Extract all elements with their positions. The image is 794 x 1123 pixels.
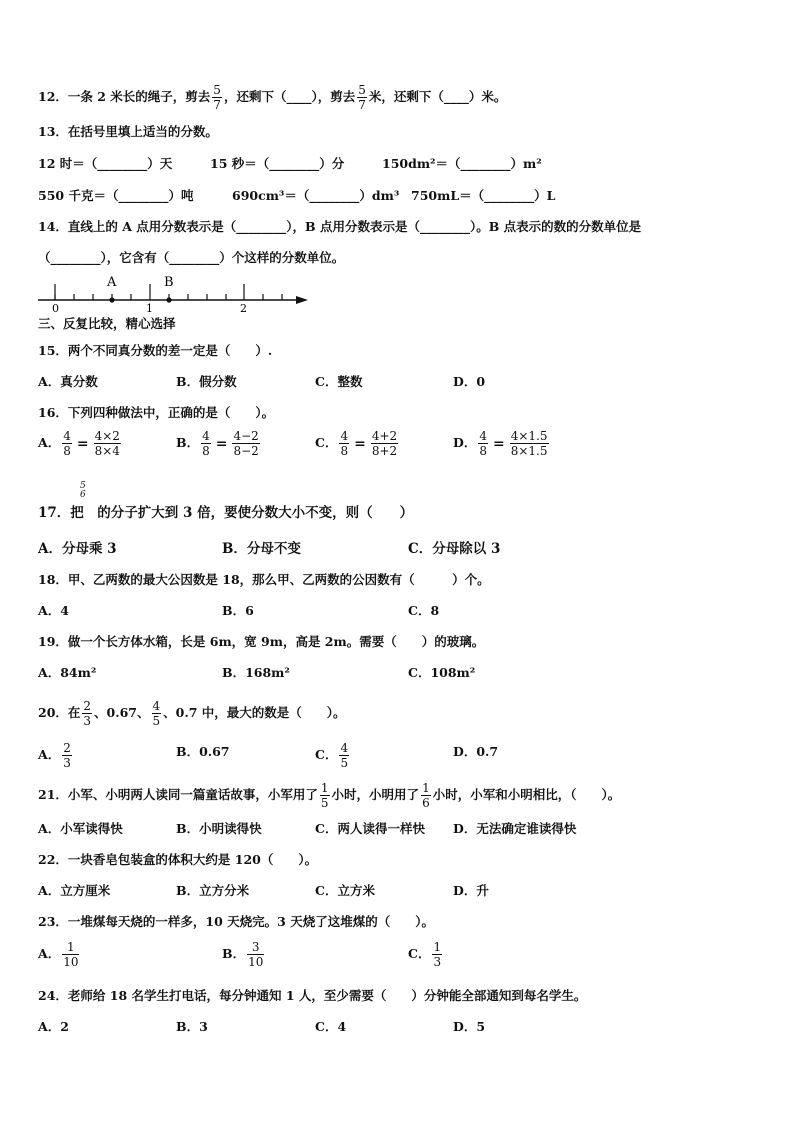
- q15-option-c[interactable]: C．整数: [315, 374, 363, 389]
- q15-option-a[interactable]: A．真分数: [38, 374, 98, 389]
- label-a: A: [107, 275, 117, 290]
- q20-option-a[interactable]: A． $\frac{2}{3}$: [38, 741, 71, 770]
- q17-option-a[interactable]: A．分母乘 3: [38, 541, 117, 557]
- q22-option-c[interactable]: C．立方米: [315, 883, 375, 898]
- q13-item-6: 750mL＝（________）L: [411, 188, 556, 203]
- fraction: $\frac{2}{3}$: [83, 699, 92, 728]
- tick-label-1: 1: [146, 302, 153, 315]
- q18-option-a[interactable]: A．4: [38, 603, 69, 618]
- label-b: B: [164, 275, 174, 290]
- tick-label-2: 2: [240, 302, 247, 315]
- fraction: $\frac{1}{5}$: [320, 781, 329, 810]
- question-17: 17．把 的分子扩大到 3 倍，要使分数大小不变，则（ ）: [38, 505, 414, 521]
- q15-option-d[interactable]: D．0: [453, 374, 486, 389]
- question-13-title: 13．在括号里填上适当的分数。: [38, 124, 218, 139]
- question-21: 21．小军、小明两人读同一篇童话故事，小军用了 $\frac{1}{5}$ 小时，小明用了 $\frac{1}{6}$ 小时，小军和小明相比，（ ）。: [38, 781, 621, 810]
- fraction: $\frac{2}{3}$: [63, 741, 71, 770]
- q13-item-5: 690cm³＝（________）dm³: [232, 188, 400, 203]
- fraction: $\frac{1}{6}$: [422, 781, 430, 810]
- q16-option-c[interactable]: C． $\frac{4}{8}$ = $\frac{4+2}{8+2}$: [315, 429, 398, 458]
- question-15: 15．两个不同真分数的差一定是（ ）.: [38, 343, 273, 358]
- q18-option-c[interactable]: C．8: [408, 603, 440, 618]
- fraction: $\frac{4\times 2}{8\times 4}$: [94, 429, 120, 458]
- q16-option-a[interactable]: A． $\frac{4}{8}$ = $\frac{4\times 2}{8\times 4}$: [38, 429, 120, 458]
- q21-option-c[interactable]: C．两人读得一样快: [315, 821, 425, 836]
- q21-option-b[interactable]: B．小明读得快: [176, 821, 262, 836]
- q21-option-a[interactable]: A．小军读得快: [38, 821, 123, 836]
- q19-option-b[interactable]: B．168m²: [222, 665, 290, 680]
- q17-option-c[interactable]: C．分母除以 3: [408, 541, 501, 557]
- q22-option-d[interactable]: D．升: [453, 883, 489, 898]
- q24-option-d[interactable]: D．5: [453, 1019, 486, 1034]
- q21-option-d[interactable]: D．无法确定谁读得快: [453, 821, 577, 836]
- fraction: $\frac{4-2}{8-2}$: [233, 429, 259, 458]
- fraction: $\frac{4}{8}$: [63, 429, 71, 458]
- q19-option-c[interactable]: C．108m²: [408, 665, 476, 680]
- q13-item-4: 550 千克＝（________）吨: [38, 188, 194, 203]
- question-19: 19．做一个长方体水箱，长是 6m，宽 9m，高是 2m。需要（ ）的玻璃。: [38, 634, 485, 649]
- q20-option-b[interactable]: B．0.67: [176, 744, 230, 759]
- point-b: [166, 297, 171, 302]
- q18-option-b[interactable]: B．6: [222, 603, 254, 618]
- q13-item-3: 150dm²＝（________）m²: [382, 156, 542, 171]
- q13-item-2: 15 秒＝（________）分: [210, 156, 345, 171]
- number-line: [30, 270, 320, 320]
- q16-option-d[interactable]: D． $\frac{4}{8}$ = $\frac{4\times 1.5}{8\times 1.5}$: [453, 429, 548, 458]
- q19-option-a[interactable]: A．84m²: [38, 665, 97, 680]
- q15-option-b[interactable]: B．假分数: [176, 374, 237, 389]
- question-14-line1: 14．直线上的 A 点用分数表示是（________），B 点用分数表示是（________）。B 点表示的数的分数单位是: [38, 219, 642, 234]
- fraction: $\frac{5}{7}$: [213, 83, 221, 112]
- q22-option-a[interactable]: A．立方厘米: [38, 883, 111, 898]
- point-a: [109, 297, 114, 302]
- question-22: 22．一块香皂包装盒的体积大约是 120（ ）。: [38, 852, 318, 867]
- question-18: 18．甲、乙两数的最大公因数是 18，那么甲、乙两数的公因数有（ ）个。: [38, 572, 490, 587]
- fraction: $\frac{3}{10}$: [248, 940, 264, 969]
- q24-option-c[interactable]: C．4: [315, 1019, 347, 1034]
- question-16: 16．下列四种做法中，正确的是（ ）。: [38, 405, 275, 420]
- fraction: $\frac{4\times 1.5}{8\times 1.5}$: [510, 429, 548, 458]
- q20-option-d[interactable]: D．0.7: [453, 744, 499, 759]
- q23-option-b[interactable]: B． $\frac{3}{10}$: [222, 940, 264, 969]
- arrow-icon: [296, 296, 308, 304]
- q16-option-b[interactable]: B． $\frac{4}{8}$ = $\frac{4-2}{8-2}$: [176, 429, 259, 458]
- fraction: $\frac{4}{8}$: [479, 429, 487, 458]
- question-23: 23．一堆煤每天烧的一样多，10 天烧完。3 天烧了这堆煤的（ ）。: [38, 914, 434, 929]
- question-24: 24．老师给 18 名学生打电话，每分钟通知 1 人，至少需要（ ）分钟能全部通知到每名学生。: [38, 988, 587, 1003]
- q22-option-b[interactable]: B．立方分米: [176, 883, 250, 898]
- q24-option-a[interactable]: A．2: [38, 1019, 69, 1034]
- question-14-line2: （________），它含有（________）个这样的分数单位。: [38, 250, 345, 265]
- q23-option-a[interactable]: A． $\frac{1}{10}$: [38, 940, 79, 969]
- q17-fraction: 5 6: [80, 481, 86, 500]
- fraction: $\frac{4+2}{8+2}$: [371, 429, 398, 458]
- fraction: $\frac{1}{10}$: [63, 940, 79, 969]
- fraction: $\frac{4}{8}$: [202, 429, 210, 458]
- q23-option-c[interactable]: C． $\frac{1}{3}$: [408, 940, 442, 969]
- question-20: 20．在 $\frac{2}{3}$ 、0.67、 $\frac{4}{5}$ 、0.7 中，最大的数是（ ）。: [38, 699, 346, 728]
- q13-item-1: 12 时＝（________）天: [38, 156, 173, 171]
- fraction: $\frac{4}{5}$: [152, 699, 161, 728]
- fraction: $\frac{5}{7}$: [358, 83, 366, 112]
- q24-option-b[interactable]: B．3: [176, 1019, 208, 1034]
- q20-option-c[interactable]: C． $\frac{4}{5}$: [315, 741, 349, 770]
- tick-label-0: 0: [52, 302, 59, 315]
- q17-option-b[interactable]: B．分母不变: [222, 541, 301, 557]
- fraction: $\frac{4}{8}$: [340, 429, 349, 458]
- section-heading: 三、反复比较，精心选择: [38, 316, 176, 331]
- question-12: 12．一条 2 米长的绳子，剪去 $\frac{5}{7}$ ，还剩下（____），剪去 $\frac{5}{7}$ 米，还剩下（____）米。: [38, 83, 507, 112]
- fraction: $\frac{4}{5}$: [340, 741, 349, 770]
- fraction: $\frac{1}{3}$: [433, 940, 442, 969]
